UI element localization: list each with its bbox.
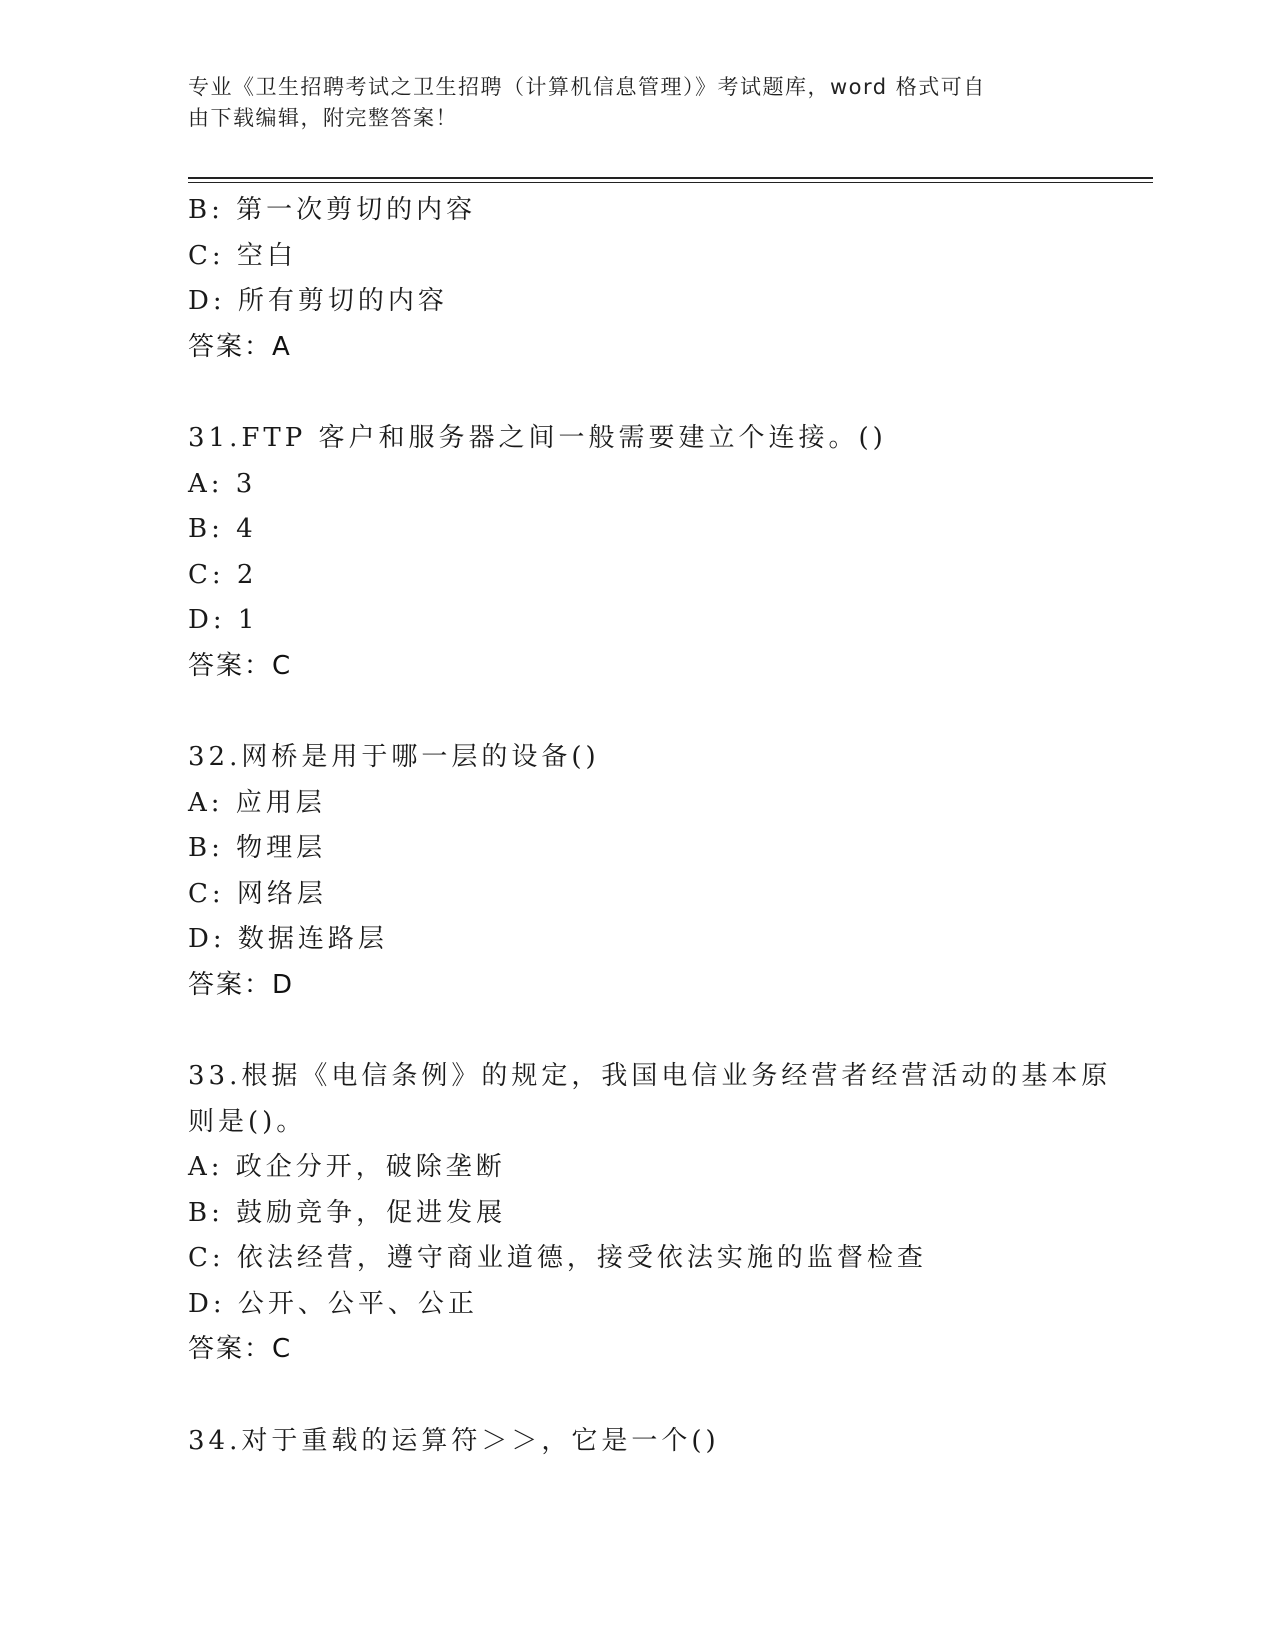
question-stem-line-2: 则是()。 [188, 1106, 307, 1137]
question-block-32 [188, 735, 1148, 1008]
spacer [188, 689, 1148, 735]
option-b: B: 鼓励竞争，促进发展 [188, 1197, 507, 1228]
question-block-prev [188, 188, 1148, 370]
option-a: A: 应用层 [188, 787, 326, 818]
option-d: D: 所有剪切的内容 [188, 286, 448, 316]
spacer [188, 370, 1148, 416]
question-block-31 [188, 416, 1148, 689]
option-c: C: 2 [188, 559, 258, 590]
question-stem-line-1: 33.根据《电信条例》的规定，我国电信业务经营者经营活动的基本原 [188, 1061, 1112, 1091]
question-block-34 [188, 1419, 1148, 1465]
question-block-33 [188, 1054, 1148, 1373]
answer-line: 答案：C [188, 650, 293, 681]
option-b: B: 物理层 [188, 833, 327, 863]
question-stem: 34.对于重载的运算符＞＞，它是一个() [188, 1425, 720, 1456]
answer-line: 答案：D [188, 969, 295, 1000]
question-stem: 32.网桥是用于哪一层的设备() [188, 742, 600, 772]
question-list [188, 188, 1148, 1464]
header-rule-thick [188, 177, 1153, 179]
option-c: C: 空白 [188, 240, 297, 271]
spacer [188, 1373, 1148, 1419]
question-stem: 31.FTP 客户和服务器之间一般需要建立个连接。() [188, 423, 887, 453]
answer-line: 答案：A [188, 331, 292, 362]
option-d: D: 数据连路层 [188, 924, 388, 954]
option-d: D: 1 [188, 605, 259, 635]
option-c: C: 依法经营，遵守商业道德，接受依法实施的监督检查 [188, 1243, 927, 1273]
option-b: B: 4 [188, 514, 257, 544]
header-line-2: 由下载编辑，附完整答案！ [188, 106, 458, 130]
option-d: D: 公开、公平、公正 [188, 1288, 478, 1319]
document-header [188, 72, 1068, 134]
spacer [188, 1008, 1148, 1054]
option-c: C: 网络层 [188, 878, 327, 909]
option-b: B: 第一次剪切的内容 [188, 195, 477, 225]
header-line-1: 专业《卫生招聘考试之卫生招聘（计算机信息管理）》考试题库，word 格式可自 [188, 75, 986, 99]
header-rule-thin [188, 182, 1153, 183]
option-a: A: 3 [188, 468, 257, 499]
option-a: A: 政企分开，破除垄断 [188, 1152, 506, 1182]
answer-line: 答案：C [188, 1334, 293, 1364]
